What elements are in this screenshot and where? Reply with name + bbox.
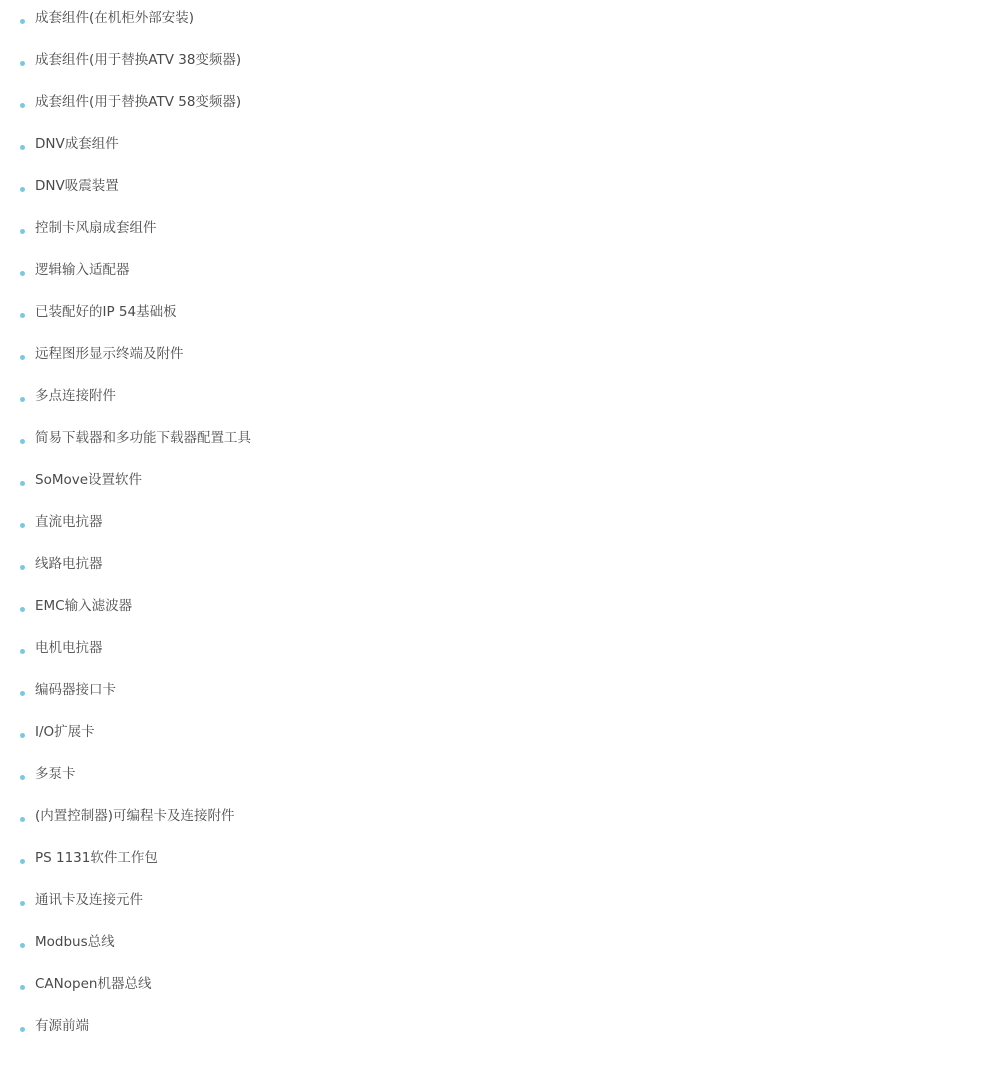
bullet-dot-icon: [20, 523, 25, 528]
bullet-dot-icon: [20, 943, 25, 948]
list-item[interactable]: [0, 714, 990, 756]
list-item-label: 远程图形显示终端及附件: [35, 346, 184, 362]
bullet-dot-icon: [20, 859, 25, 864]
list-item-label: 多泵卡: [35, 766, 76, 782]
list-item-label: PS 1131软件工作包: [35, 850, 158, 866]
list-item-label: (内置控制器)可编程卡及连接附件: [35, 808, 235, 824]
list-item-label: I/O扩展卡: [35, 724, 95, 740]
bullet-dot-icon: [20, 439, 25, 444]
list-item-label: 简易下载器和多功能下载器配置工具: [35, 430, 251, 446]
list-item[interactable]: [0, 0, 990, 42]
list-item-label: 编码器接口卡: [35, 682, 116, 698]
list-item-label: 成套组件(用于替换ATV 38变频器): [35, 52, 242, 68]
list-item-label: 成套组件(用于替换ATV 58变频器): [35, 94, 242, 110]
list-item[interactable]: [0, 546, 990, 588]
list-item[interactable]: [0, 336, 990, 378]
list-item-label: 直流电抗器: [35, 514, 103, 530]
bullet-dot-icon: [20, 691, 25, 696]
bullet-dot-icon: [20, 1027, 25, 1032]
list-item[interactable]: [0, 798, 990, 840]
bullet-dot-icon: [20, 817, 25, 822]
list-item-label: Modbus总线: [35, 934, 115, 950]
bullet-dot-icon: [20, 481, 25, 486]
list-item[interactable]: [0, 252, 990, 294]
bullet-dot-icon: [20, 355, 25, 360]
list-item[interactable]: [0, 630, 990, 672]
list-item[interactable]: [0, 378, 990, 420]
bullet-dot-icon: [20, 187, 25, 192]
list-item[interactable]: [0, 588, 990, 630]
bullet-dot-icon: [20, 313, 25, 318]
bullet-dot-icon: [20, 607, 25, 612]
bullet-dot-icon: [20, 901, 25, 906]
bullet-dot-icon: [20, 397, 25, 402]
list-item-label: 电机电抗器: [35, 640, 103, 656]
list-item[interactable]: [0, 168, 990, 210]
bullet-dot-icon: [20, 733, 25, 738]
list-item-label: CANopen机器总线: [35, 976, 152, 992]
list-item[interactable]: [0, 462, 990, 504]
bullet-dot-icon: [20, 19, 25, 24]
list-item[interactable]: [0, 924, 990, 966]
list-item-label: SoMove设置软件: [35, 472, 143, 488]
bullet-dot-icon: [20, 271, 25, 276]
list-item[interactable]: [0, 1008, 990, 1050]
list-item[interactable]: [0, 84, 990, 126]
list-item-label: 有源前端: [35, 1018, 89, 1034]
list-item-label: 线路电抗器: [35, 556, 103, 572]
bullet-dot-icon: [20, 649, 25, 654]
bullet-dot-icon: [20, 229, 25, 234]
list-item[interactable]: [0, 294, 990, 336]
bullet-dot-icon: [20, 61, 25, 66]
bullet-dot-icon: [20, 775, 25, 780]
list-item[interactable]: [0, 126, 990, 168]
list-item[interactable]: [0, 966, 990, 1008]
list-item[interactable]: [0, 840, 990, 882]
list-item-label: DNV吸震装置: [35, 178, 119, 194]
bullet-dot-icon: [20, 103, 25, 108]
list-item[interactable]: [0, 504, 990, 546]
list-item-label: 控制卡风扇成套组件: [35, 220, 157, 236]
list-item-label: DNV成套组件: [35, 136, 119, 152]
list-item[interactable]: [0, 882, 990, 924]
list-item[interactable]: [0, 420, 990, 462]
bullet-dot-icon: [20, 985, 25, 990]
list-item-label: 已装配好的IP 54基础板: [35, 304, 177, 320]
list-item-label: 成套组件(在机柜外部安装): [35, 10, 195, 26]
bullet-dot-icon: [20, 565, 25, 570]
list-item[interactable]: [0, 210, 990, 252]
list-item-label: 通讯卡及连接元件: [35, 892, 143, 908]
list-item[interactable]: [0, 42, 990, 84]
bullet-dot-icon: [20, 145, 25, 150]
list-item[interactable]: [0, 756, 990, 798]
list-item-label: 多点连接附件: [35, 388, 116, 404]
list-item-label: 逻辑输入适配器: [35, 262, 130, 278]
list-item[interactable]: [0, 672, 990, 714]
list-item-label: EMC输入滤波器: [35, 598, 133, 614]
